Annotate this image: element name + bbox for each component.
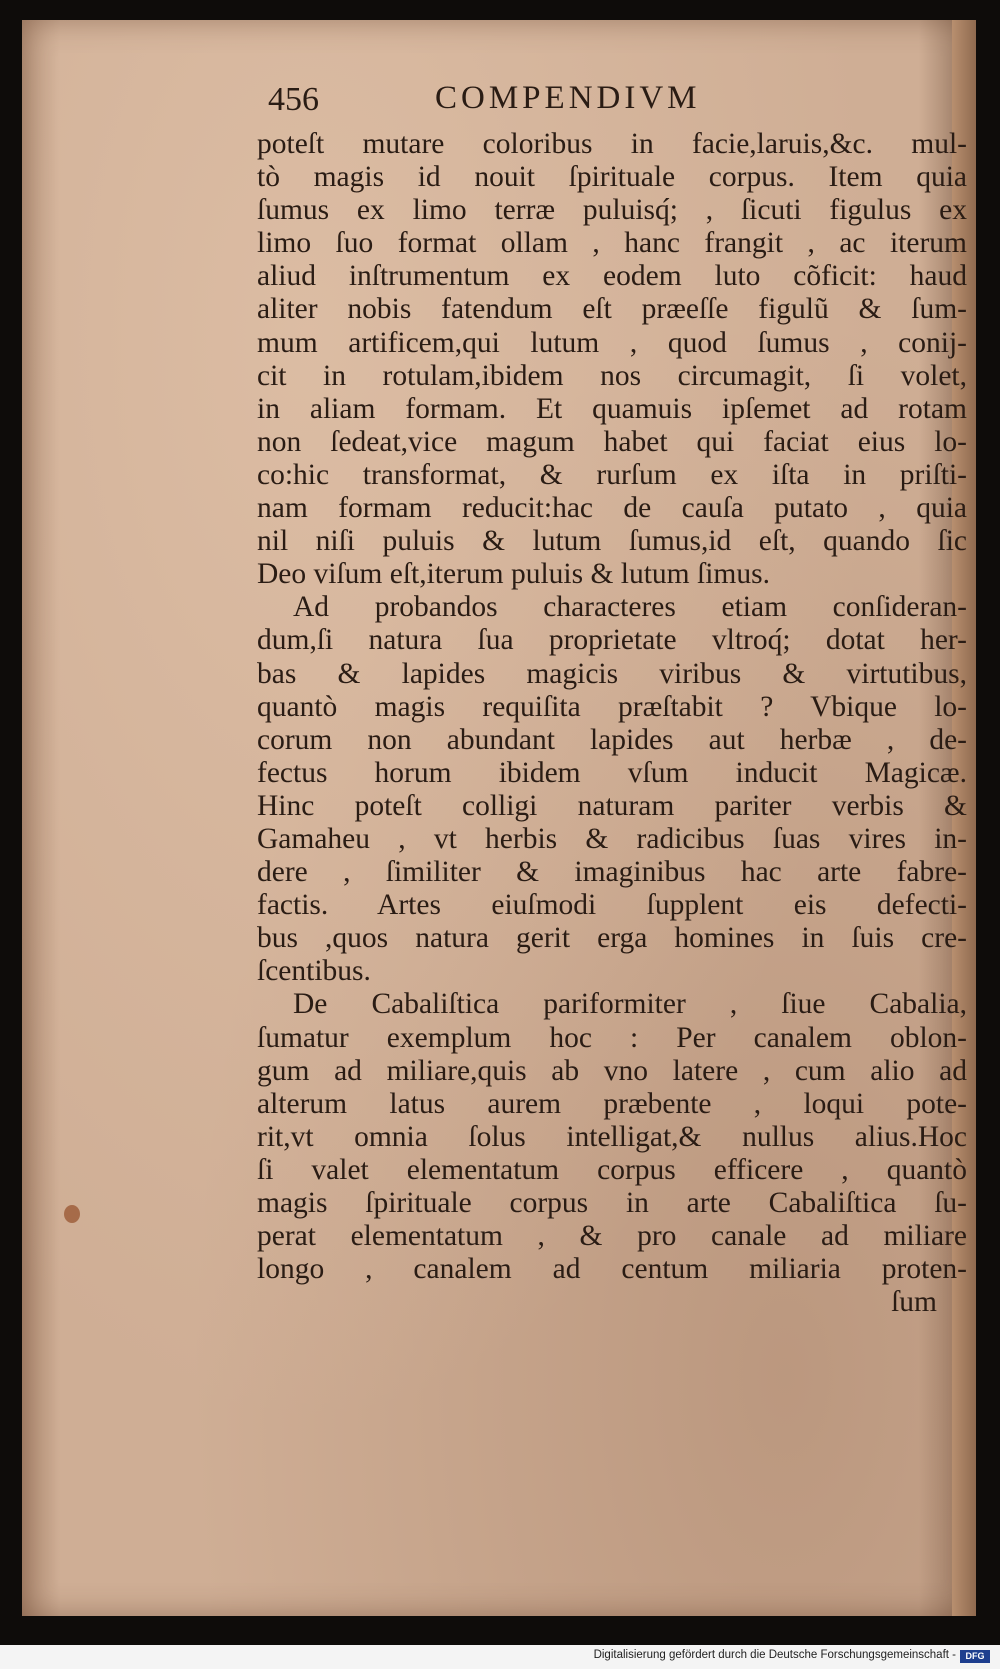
- text-line: perat elementatum , & pro canale ad miliare: [257, 1220, 967, 1253]
- page-number: 456: [268, 81, 319, 118]
- text-line: magis ſpirituale corpus in arte Cabaliſtica ſu-: [257, 1187, 967, 1219]
- paragraph-end-line: ſcentibus.: [257, 955, 371, 988]
- funding-credit: Digitalisierung gefördert durch die Deutsche Forschungsgemeinschaft -: [593, 1649, 956, 1661]
- text-line: ſumus ex limo terræ puluisq́; , ſicuti figulus ex: [257, 194, 967, 227]
- running-title: COMPENDIVM: [435, 80, 701, 116]
- dfg-logo: DFG: [960, 1650, 990, 1663]
- paper-stain: [64, 1205, 80, 1223]
- text-line: quantò magis requiſita præſtabit ? Vbique lo-: [257, 690, 967, 723]
- text-line: tò magis id nouit ſpirituale corpus. Item quia: [257, 161, 967, 194]
- text-line: co:hic transformat, & rurſum ex iſta in priſti-: [257, 458, 967, 491]
- text-line: nil niſi puluis & lutum ſumus,id eſt, quando ſic: [257, 525, 967, 558]
- text-line: poteſt mutare coloribus in facie,laruis,&c. mul-: [257, 128, 967, 160]
- text-line: bus ,quos natura gerit erga homines in ſuis cre-: [257, 922, 967, 955]
- text-line: bas & lapides magicis viribus & virtutibus,: [257, 657, 967, 690]
- paragraph-start-line: De Cabaliſtica pariformiter , ſiue Cabalia,: [293, 988, 967, 1021]
- text-line: in aliam formam. Et quamuis ipſemet ad rotam: [257, 392, 967, 425]
- text-line: factis. Artes eiuſmodi ſupplent eis defecti-: [257, 889, 967, 922]
- text-line: ſumatur exemplum hoc : Per canalem oblon-: [257, 1021, 967, 1054]
- text-line: mum artificem,qui lutum , quod ſumus , conij-: [257, 326, 967, 359]
- text-line: longo , canalem ad centum miliaria proten-: [257, 1253, 967, 1286]
- text-line: rit,vt omnia ſolus intelligat,& nullus alius.Hoc: [257, 1120, 967, 1153]
- page-header: [243, 62, 943, 120]
- text-line: ſi valet elementatum corpus efficere , quantò: [257, 1153, 967, 1186]
- paragraph-start-line: Ad probandos characteres etiam conſideran-: [293, 591, 967, 624]
- text-line: alterum latus aurem præbente , loqui pote-: [257, 1087, 967, 1120]
- text-line: non ſedeat,vice magum habet qui faciat eius lo-: [257, 425, 967, 458]
- text-line: gum ad miliare,quis ab vno latere , cum alio ad: [257, 1054, 967, 1087]
- text-line: corum non abundant lapides aut herbæ , de-: [257, 723, 967, 756]
- text-line: dere , ſimiliter & imaginibus hac arte fabre-: [257, 856, 967, 889]
- text-line: Hinc poteſt colligi naturam pariter verbis &: [257, 789, 967, 822]
- catchword: ſum: [891, 1286, 937, 1319]
- text-line: aliter nobis fatendum eſt præeſſe figulũ & ſum-: [257, 293, 967, 326]
- text-line: aliud inſtrumentum ex eodem luto cõficit: haud: [257, 260, 967, 293]
- paragraph-end-line: Deo viſum eſt,iterum puluis & lutum ſimus.: [257, 558, 770, 591]
- text-line: dum,ſi natura ſua proprietate vltroq́; dotat her-: [257, 624, 967, 657]
- text-line: fectus horum ibidem vſum inducit Magicæ.: [257, 756, 967, 789]
- text-line: cit in rotulam,ibidem nos circumagit, ſi volet,: [257, 359, 967, 392]
- digitization-footer: [0, 1645, 1000, 1669]
- text-line: nam formam reducit:hac de cauſa putato , quia: [257, 492, 967, 525]
- text-line: Gamaheu , vt herbis & radicibus ſuas vires in-: [257, 822, 967, 855]
- text-line: limo ſuo format ollam , hanc frangit , ac iterum: [257, 227, 967, 260]
- body-text: [257, 128, 967, 1319]
